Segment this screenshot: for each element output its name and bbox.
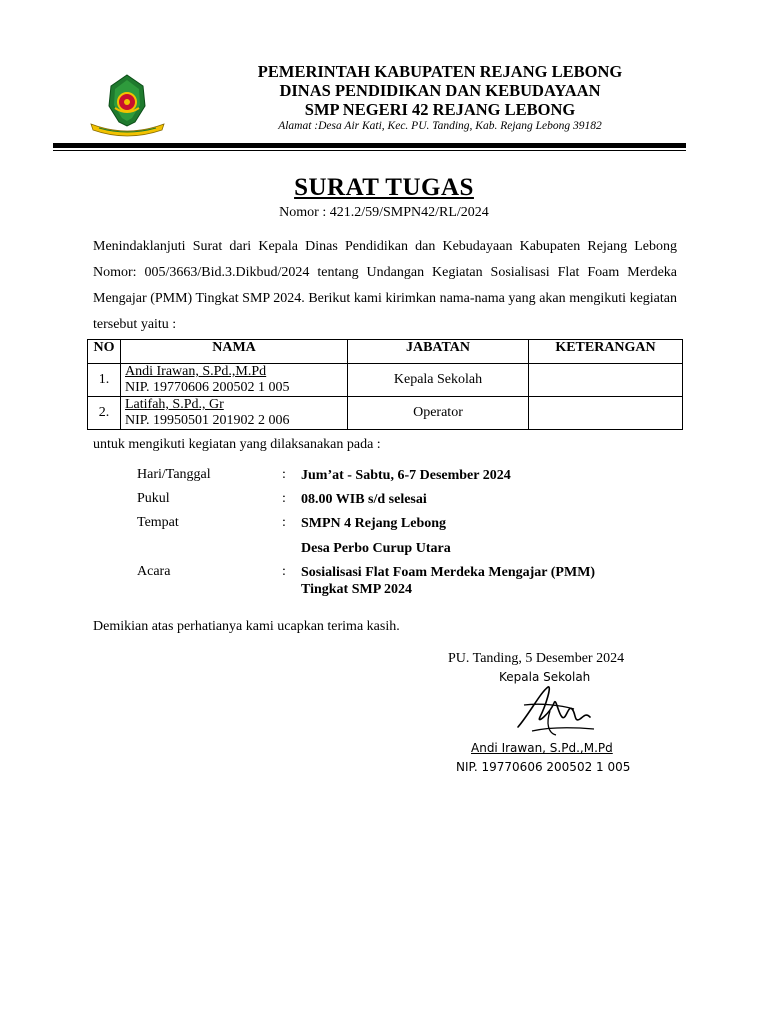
kop-dinas: DINAS PENDIDIKAN DAN KEBUDAYAAN [279,81,601,100]
table-header-row [88,340,683,364]
kabupaten-logo [85,72,170,140]
assignment-table [87,339,683,430]
kop-sekolah: SMP NEGERI 42 REJANG LEBONG [304,100,576,119]
row-jabatan: Operator [348,397,529,430]
acara-value: Sosialisasi Flat Foam Merdeka Mengajar (PMM) [301,565,596,580]
signatory-nip: NIP. 19770606 200502 1 005 [456,760,631,774]
signatory-name: Andi Irawan, S.Pd.,M.Pd [471,741,613,755]
place-date: PU. Tanding, 5 Desember 2024 [448,651,625,666]
row-nama: Latifah, S.Pd., Gr [125,397,224,412]
row-jabatan: Kepala Sekolah [348,364,529,397]
row-nama: Andi Irawan, S.Pd.,M.Pd [125,364,267,379]
pukul-colon: : [282,491,286,506]
kop-divider [53,143,686,148]
row-nip: NIP. 19770606 200502 1 005 [125,380,290,395]
row-nama-cell [121,364,348,397]
document-title: SURAT TUGAS [294,174,474,201]
signatory-title: Kepala Sekolah [499,670,591,684]
row-no: 2. [88,397,121,430]
row-nama-cell [121,397,348,430]
hari-colon: : [282,467,286,482]
header-nama: NAMA [121,340,348,364]
table-row [88,364,683,397]
pukul-value: 08.00 WIB s/d selesai [301,492,427,507]
tempat-label: Tempat [137,515,179,530]
document-number: Nomor : 421.2/59/SMPN42/RL/2024 [279,205,489,220]
pukul-label: Pukul [137,491,170,506]
kop-divider-thin [53,150,686,151]
kop-alamat: Alamat :Desa Air Kati, Kec. PU. Tanding, Kab. Rejang Lebong 39182 [278,120,602,132]
kop-pemerintah: PEMERINTAH KABUPATEN REJANG LEBONG [257,62,623,81]
activity-intro: untuk mengikuti kegiatan yang dilaksanakan pada : [93,437,381,452]
header-no: NO [88,340,121,364]
handwritten-signature [510,683,602,739]
row-nip: NIP. 19950501 201902 2 006 [125,413,290,428]
header-jabatan: JABATAN [348,340,529,364]
acara-label: Acara [137,564,171,579]
tempat-colon: : [282,515,286,530]
tempat-value-line2: Desa Perbo Curup Utara [301,541,451,556]
closing-text: Demikian atas perhatianya kami ucapkan terima kasih. [93,619,400,634]
acara-colon: : [282,564,286,579]
row-keterangan [529,397,683,430]
table-row [88,397,683,430]
row-no: 1. [88,364,121,397]
row-keterangan [529,364,683,397]
tempat-value: SMPN 4 Rejang Lebong [301,516,447,531]
acara-value-line2: Tingkat SMP 2024 [301,582,412,597]
hari-value: Jum’at - Sabtu, 6-7 Desember 2024 [301,468,511,483]
hari-label: Hari/Tanggal [137,467,211,482]
header-keterangan: KETERANGAN [529,340,683,364]
opening-paragraph: Menindaklanjuti Surat dari Kepala Dinas Pendidikan dan Kebudayaan Kabupaten Rejang Lebong Nomor: 005/3663/Bid.3.Dikbud/2024 tentang Undangan Kegiatan Sosialisasi Flat Foam Merdeka Mengajar (PMM) Tingkat SMP 2024. Berikut kami kirimkan nama-nama yang akan mengikuti kegiatan tersebut yaitu : [93,239,677,332]
